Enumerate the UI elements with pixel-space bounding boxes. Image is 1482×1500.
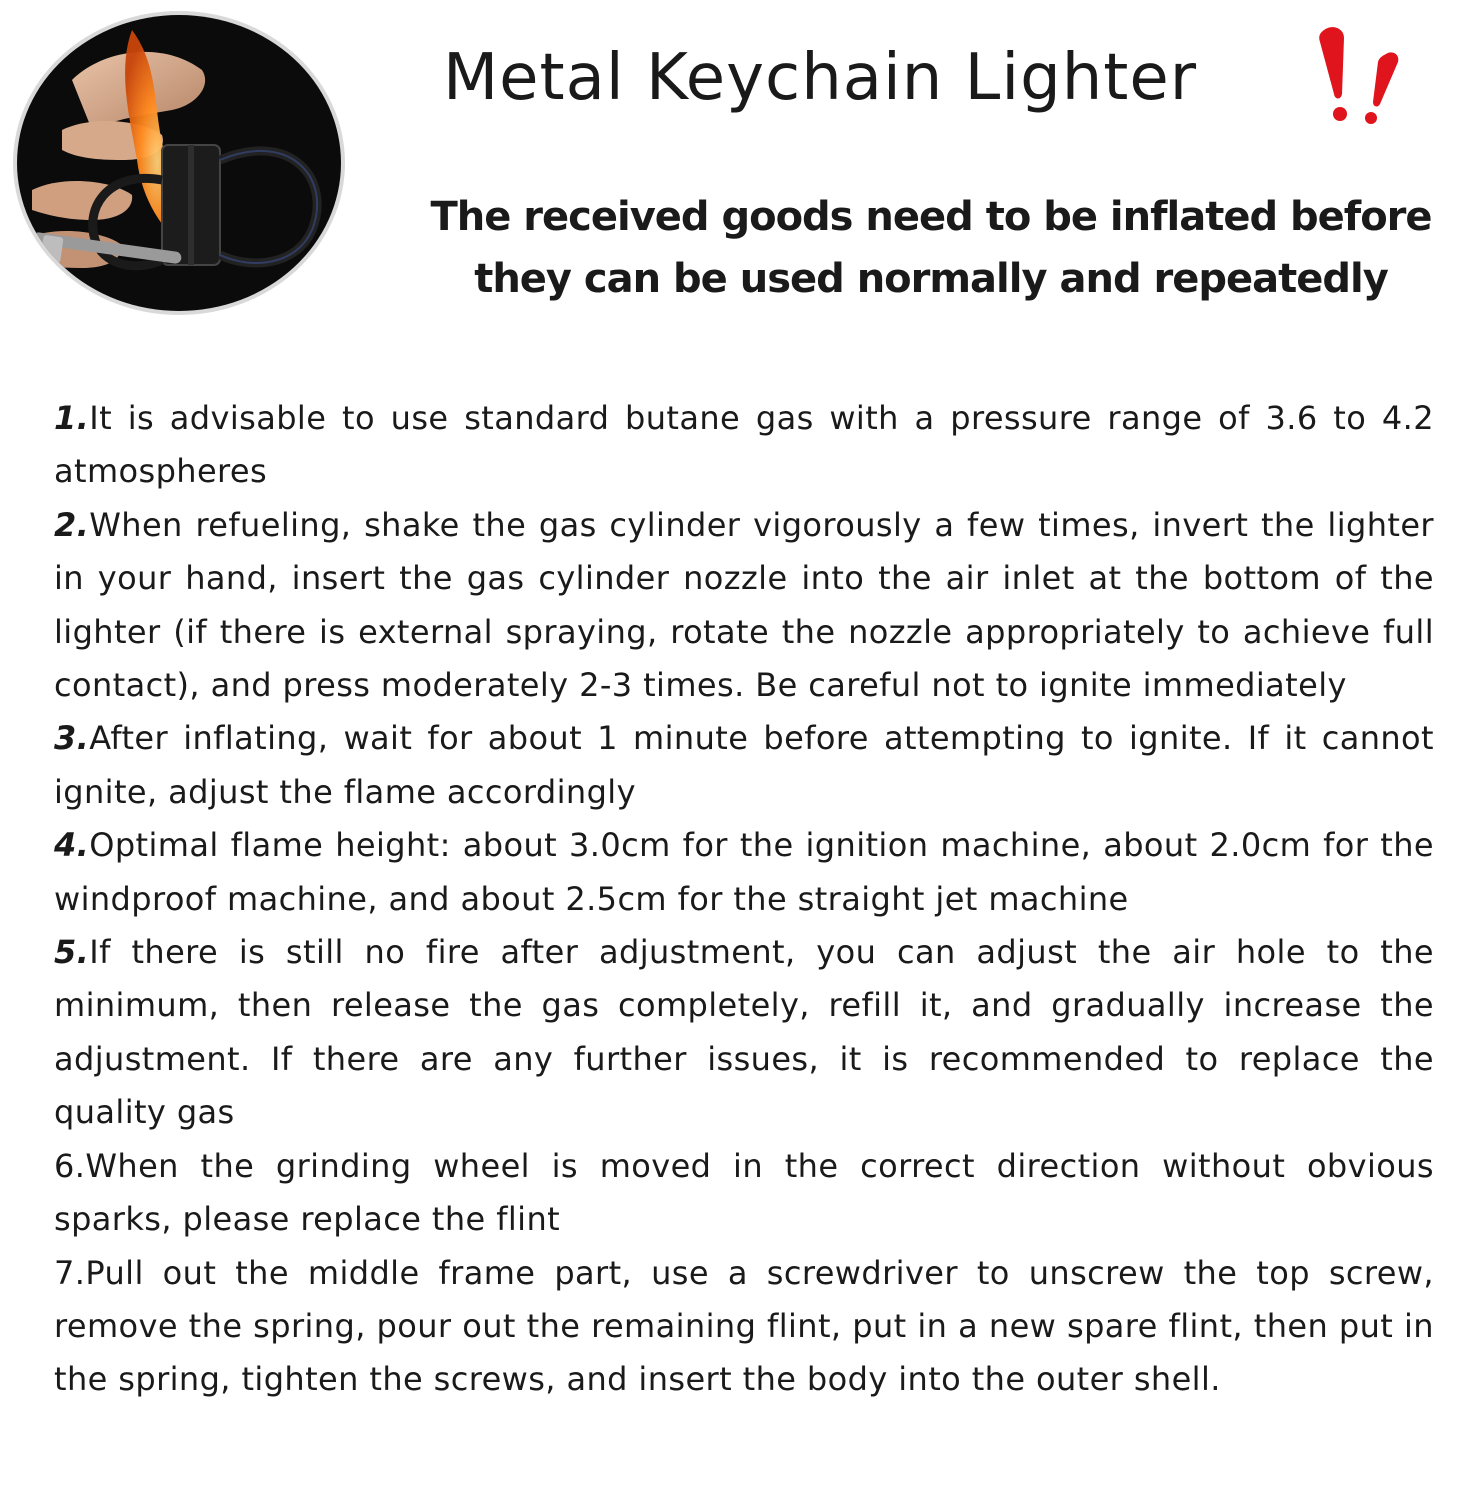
instruction-text: Optimal flame height: about 3.0cm for the ignition machine, about 2.0cm for the windproof machine, and about 2.5cm for the straight jet machine	[54, 826, 1434, 918]
instruction-item	[54, 712, 1434, 819]
instruction-list	[54, 392, 1434, 1407]
instruction-item	[54, 926, 1434, 1140]
double-exclamation-icon	[1310, 22, 1410, 126]
instruction-number: 4.	[54, 826, 90, 865]
instruction-text: When the grinding wheel is moved in the correct direction without obvious sparks, please replace the flint	[54, 1146, 1434, 1239]
product-photo	[12, 10, 346, 316]
inflation-notice: The received goods need to be inflated before they can be used normally and repeatedly	[430, 194, 1432, 302]
instruction-item	[54, 819, 1434, 926]
instruction-number: 3.	[54, 719, 90, 758]
instruction-text: When refueling, shake the gas cylinder vigorously a few times, invert the lighter in your hand, insert the gas cylinder nozzle into the air inlet at the bottom of the lighter (if there is external spraying, rotate the nozzle appropriately to achieve full contact), and press moderately 2-3 times. Be careful not to ignite immediately	[54, 505, 1434, 705]
instruction-number: 6.	[54, 1146, 86, 1185]
page-title: Metal Keychain Lighter	[442, 41, 1198, 115]
instruction-item	[54, 499, 1434, 713]
instruction-number: 2.	[54, 505, 90, 544]
instruction-text: Pull out the middle frame part, use a screwdriver to unscrew the top screw, remove the spring, pour out the remaining flint, put in a new spare flint, then put in the spring, tighten the screws, and insert the body into the outer shell.	[54, 1253, 1434, 1399]
instruction-text: After inflating, wait for about 1 minute before attempting to ignite. If it cannot ignite, adjust the flame accordingly	[54, 719, 1434, 811]
instruction-item	[54, 392, 1434, 499]
instruction-text: It is advisable to use standard butane gas with a pressure range of 3.6 to 4.2 atmospheres	[54, 399, 1434, 491]
instruction-number: 5.	[54, 933, 90, 972]
instruction-item	[54, 1247, 1434, 1407]
instruction-text: If there is still no fire after adjustment, you can adjust the air hole to the minimum, then release the gas completely, refill it, and gradually increase the adjustment. If there are any further issues, it is recommended to replace the quality gas	[54, 933, 1434, 1132]
instruction-item	[54, 1140, 1434, 1247]
instruction-number: 1.	[54, 399, 90, 437]
instruction-number: 7.	[54, 1253, 86, 1292]
